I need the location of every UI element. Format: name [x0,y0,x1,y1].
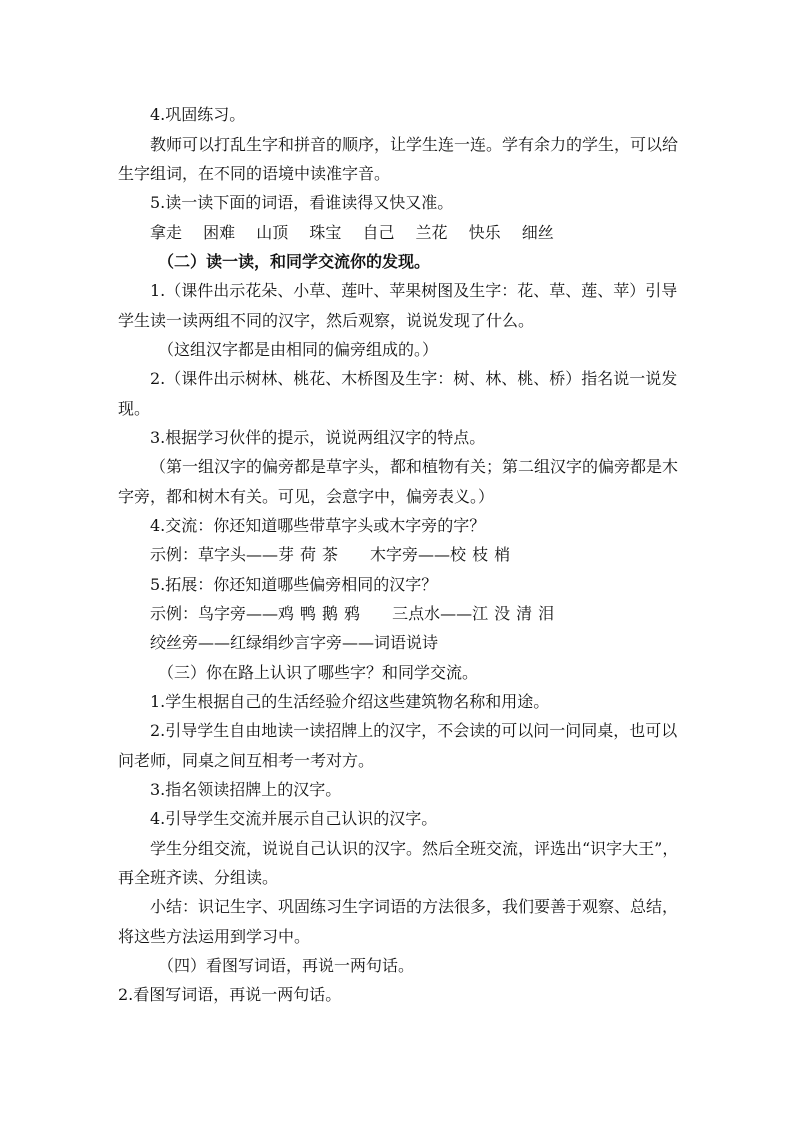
section-2-item-1-cont: 学生读一读两组不同的汉字，然后观察，说说发现了什么。 [118,311,535,330]
section-2-item-2: 2.（课件出示树林、桃花、木桥图及生字：树、林、桃、桥）指名说一说发 [150,369,678,388]
example-line-2: 示例：鸟字旁——鸡 鸭 鹅 鸦 三点水——江 没 清 泪 [150,604,555,623]
section-3-item-2-cont: 问老师，同桌之间互相考一考对方。 [118,751,375,770]
section-2-item-1: 1.（课件出示花朵、小草、莲叶、苹果树图及生字：花、草、莲、苹）引导 [150,281,678,300]
section-2-item-3: 3.根据学习伙伴的提示，说说两组汉字的特点。 [150,428,486,447]
item-4-consolidate: 4.巩固练习。 [150,105,246,124]
section-2-item-4: 4.交流：你还知道哪些带草字头或木字旁的字？ [150,516,486,535]
word-item: 山顶 [256,223,289,242]
word-item: 自己 [362,223,395,242]
section-3-item-3: 3.指名领读招牌上的汉字。 [150,780,342,799]
paragraph-teacher-cont: 生字组词，在不同的语境中读准字音。 [118,164,391,183]
section-3-item-2: 2.引导学生自由地读一读招牌上的汉字，不会读的可以问一问同桌，也可以 [150,721,678,740]
example-line-1: 示例：草字头——芽 荷 茶 木字旁——校 枝 梢 [150,545,511,564]
word-item: 快乐 [468,223,501,242]
section-3-item-4: 4.引导学生交流并展示自己认识的汉字。 [150,809,438,828]
word-item: 兰花 [415,223,448,242]
word-list [150,223,710,243]
section-2-item-5: 5.拓展：你还知道哪些偏旁相同的汉字？ [150,575,438,594]
section-2-note-2: （第一组汉字的偏旁都是草字头，都和植物有关；第二组汉字的偏旁都是木 [150,457,679,476]
section-4-heading: （四）看图写词语，再说一两句话。 [158,956,415,975]
paragraph-group-exchange: 学生分组交流，说说自己认识的汉字。然后全班交流，评选出“识字大王”， [150,839,679,858]
item-5-read: 5.读一读下面的词语，看谁读得又快又准。 [150,193,454,212]
section-2-item-2-cont: 现。 [118,399,151,418]
section-3-item-1: 1.学生根据自己的生活经验介绍这些建筑物名称和用途。 [150,692,550,711]
word-item: 困难 [203,223,236,242]
radical-examples: 绞丝旁——红绿绢纱言字旁——词语说诗 [150,633,439,652]
paragraph-summary: 小结：识记生字、巩固练习生字词语的方法很多，我们要善于观察、总结， [150,897,679,916]
word-item: 珠宝 [309,223,342,242]
section-2-note-2-cont: 字旁，都和树木有关。可见，会意字中，偏旁表义。） [118,487,495,506]
paragraph-teacher: 教师可以打乱生字和拼音的顺序，让学生连一连。学有余力的学生，可以给 [150,135,679,154]
section-2-heading: （二）读一读，和同学交流你的发现。 [158,252,431,271]
paragraph-summary-cont: 将这些方法运用到学习中。 [118,927,311,946]
word-item: 细丝 [521,223,554,242]
section-2-note-1: （这组汉字都是由相同的偏旁组成的。） [158,340,439,359]
paragraph-group-exchange-cont: 再全班齐读、分组读。 [118,868,279,887]
section-3-heading: （三）你在路上认识了哪些字？和同学交流。 [158,663,479,682]
item-2-write-words: 2.看图写词语，再说一两句话。 [118,985,342,1004]
word-item: 拿走 [150,223,183,242]
